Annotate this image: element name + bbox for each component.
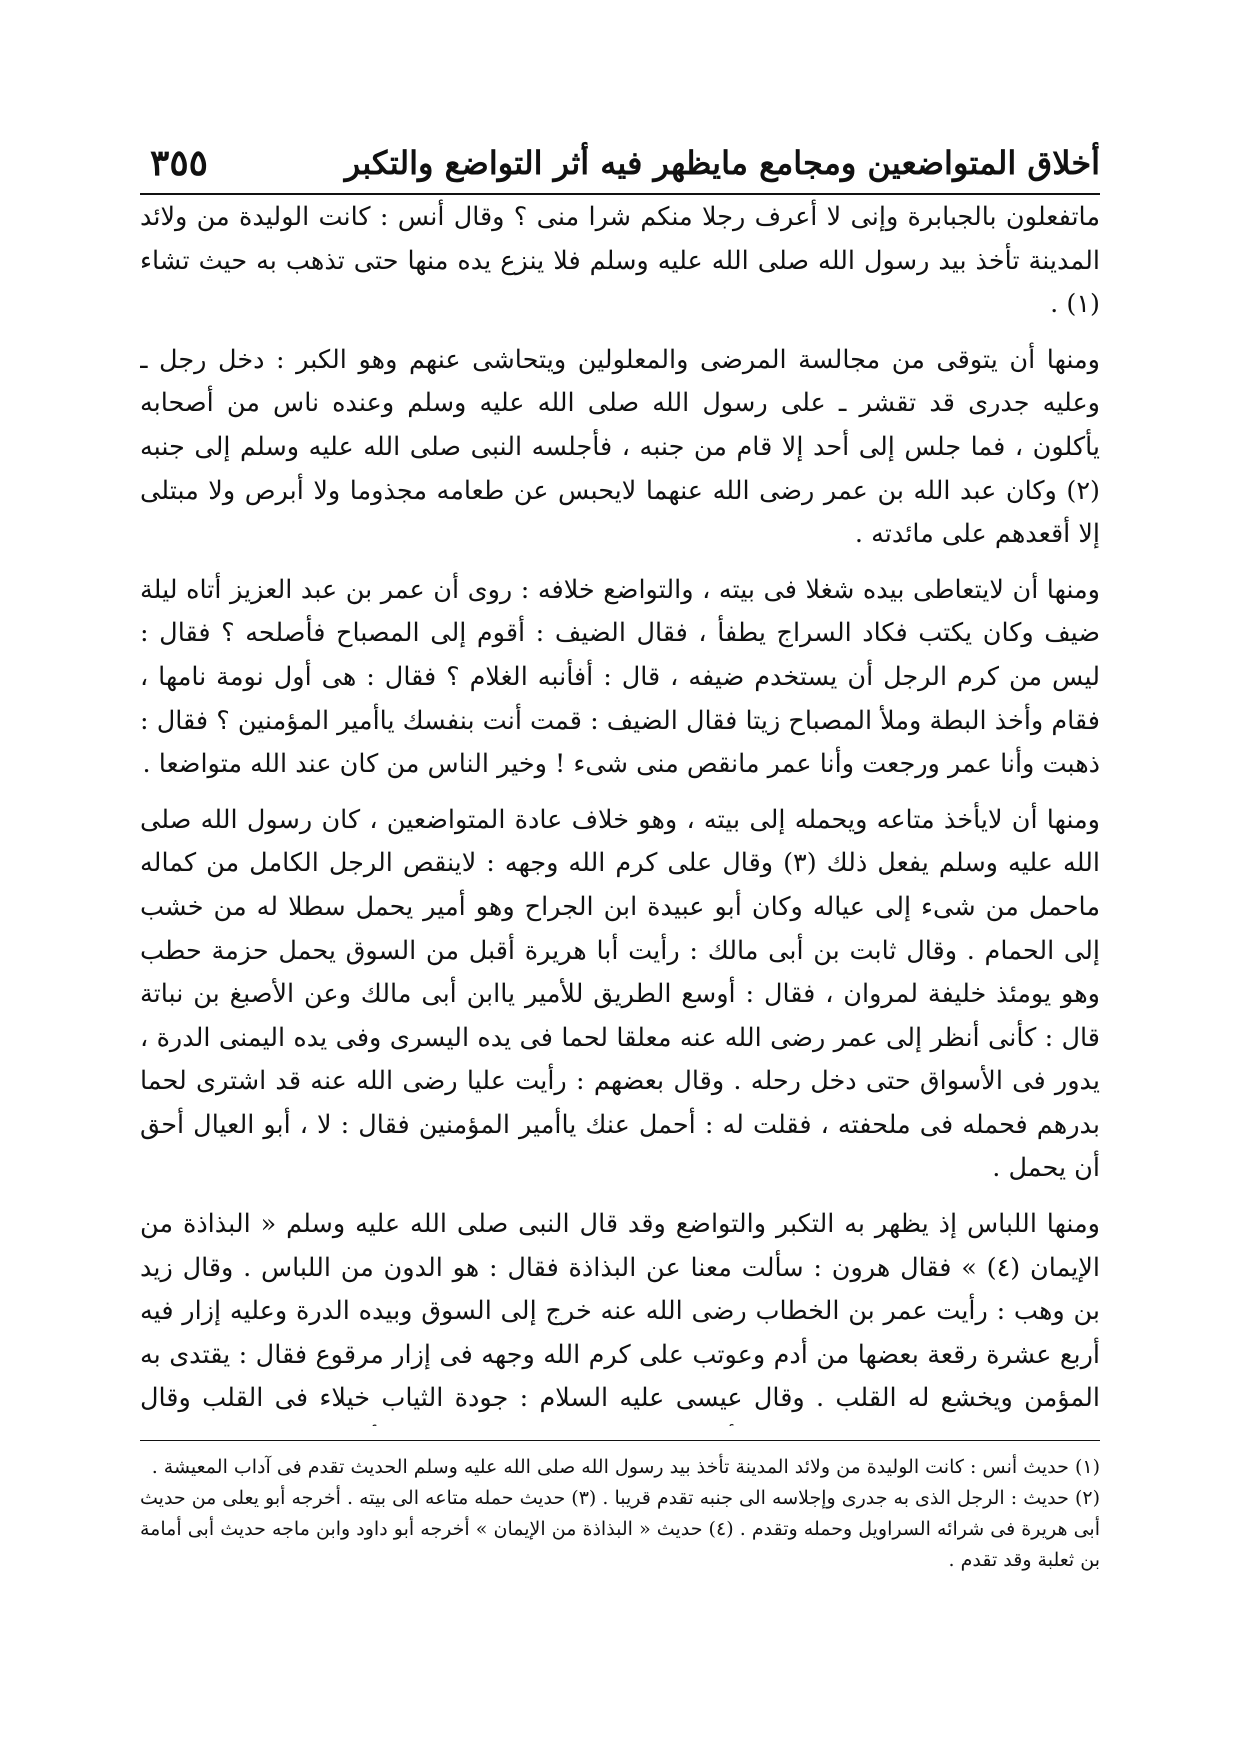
body-text [140,196,1100,1426]
paragraph-4: ومنها أن لايأخذ متاعه ويحمله إلى بيته ، وهو خلاف عادة المتواضعين ، كان رسول الله صلى الله عليه وسلم يفعل ذلك (٣) وقال على كرم الله وجهه : لاينقص الرجل الكامل من كماله ماحمل من شىء إلى عياله وكان أبو عبيدة ابن الجراح وهو أمير يحمل سطلا له من خشب إلى الحمام . وقال ثابت بن أبى مالك : رأيت أبا هريرة أقبل من السوق يحمل حزمة حطب وهو يومئذ خليفة لمروان ، فقال : أوسع الطريق للأمير ياابن أبى مالك وعن الأصبغ بن نباتة قال : كأنى أنظر إلى عمر رضى الله عنه معلقا لحما فى يده اليسرى وفى يده اليمنى الدرة ، يدور فى الأسواق حتى دخل رحله . وقال بعضهم : رأيت عليا رضى الله عنه قد اشترى لحما بدرهم فحمله فى ملحفته ، فقلت له : أحمل عنك ياأمير المؤمنين فقال : لا ، أبو العيال أحق أن يحمل . [140,804,1100,1184]
paragraph-1: ماتفعلون بالجبابرة وإنى لا أعرف رجلا منكم شرا منى ؟ وقال أنس : كانت الوليدة من ولائد المدينة تأخذ بيد رسول الله صلى الله عليه وسلم فلا ينزع يده منها حتى تذهب به حيث تشاء (١) . [140,202,1100,320]
page-number: ٣٥٥ [150,142,209,184]
footnote-2: (٢) حديث : الرجل الذى به جدرى وإجلاسه الى جنبه تقدم قريبا . (٣) حديث حمله متاعه الى بيته . أخرجه أبو يعلى من حديث أبى هريرة فى شرائه السراويل وحمله وتقدم . (٤) حديث « البذاذة من الإيمان » أخرجه أبو داود وابن ماجه حديث أبى أمامة بن ثعلبة وقد تقدم . [140,1487,1100,1571]
page-header [140,138,1100,198]
footnote-1: (١) حديث أنس : كانت الوليدة من ولائد المدينة تأخذ بيد رسول الله صلى الله عليه وسلم الحديث تقدم فى آداب المعيشة . [151,1456,1100,1478]
running-title: أخلاق المتواضعين ومجامع مايظهر فيه أثر التواضع والتكبر [344,144,1100,182]
paragraph-5: ومنها اللباس إذ يظهر به التكبر والتواضع وقد قال النبى صلى الله عليه وسلم « البذاذة من الإيمان (٤) » فقال هرون : سألت معنا عن البذاذة فقال : هو الدون من اللباس . وقال زيد بن وهب : رأيت عمر بن الخطاب رضى الله عنه خرج إلى السوق وبيده الدرة وعليه إزار فيه أربع عشرة رقعة بعضها من أدم وعوتب على كرم الله وجهه فى إزار مرقوع فقال : يقتدى به المؤمن ويخشع له القلب . وقال عيسى عليه السلام : جودة الثياب خيلاء فى القلب وقال [140,1209,1100,1414]
paragraph-2: ومنها أن يتوقى من مجالسة المرضى والمعلولين ويتحاشى عنهم وهو الكبر : دخل رجل ـ وعليه جدرى قد تقشر ـ على رسول الله صلى الله عليه وسلم وعنده ناس من أصحابه يأكلون ، فما جلس إلى أحد إلا قام من جنبه ، فأجلسه النبى صلى الله عليه وسلم إلى جنبه (٢) وكان عبد الله بن عمر رضى الله عنهما لايحبس عن طعامه مجذوما ولا أبرص ولا مبتلى إلا أقعدهم على مائدته . [140,344,1100,550]
paragraph-3: ومنها أن لايتعاطى بيده شغلا فى بيته ، والتواضع خلافه : روى أن عمر بن عبد العزيز أتاه ليلة ضيف وكان يكتب فكاد السراج يطفأ ، فقال الضيف : أقوم إلى المصباح فأصلحه ؟ فقال : ليس من كرم الرجل أن يستخدم ضيفه ، قال : أفأنبه الغلام ؟ فقال : هى أول نومة نامها ، فقام وأخذ البطة وملأ المصباح زيتا فقال الضيف : قمت أنت بنفسك ياأمير المؤمنين ؟ فقال : ذهبت وأنا عمر ورجعت وأنا عمر مانقص منى شىء ! وخير الناس من كان عند الله متواضعا . [140,574,1100,780]
footnotes [140,1452,1100,1592]
footnote-rule [140,1440,1100,1441]
header-rule [140,193,1100,195]
